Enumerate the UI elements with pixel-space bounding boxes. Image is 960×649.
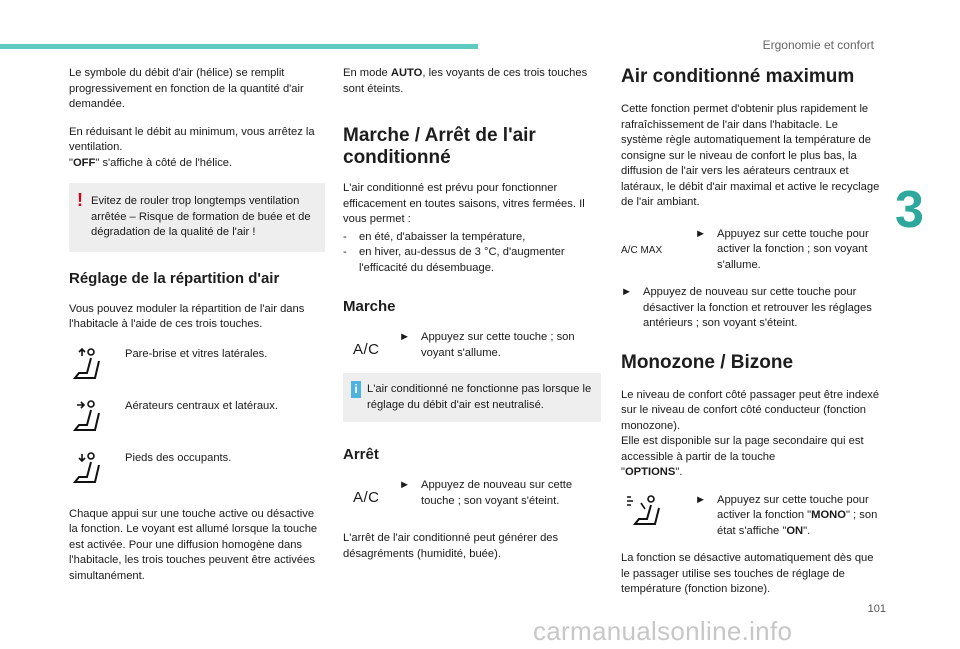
list-item: - en hiver, au-dessus de 3 °C, d'augmenter l'efficacité du désembuage. (343, 246, 565, 274)
step-marker-icon: ► (695, 493, 707, 506)
section-title: Réglage de la répartition d'air (69, 269, 280, 287)
chapter-number: 3 (895, 181, 924, 239)
step-text: ► Appuyez sur cette touche pour activer la fonction ; son voyant s'allume. (695, 227, 869, 271)
step-text: ► Appuyez sur cette touche ; son voyant s'allume. (399, 331, 575, 359)
feet-airflow-icon (69, 451, 125, 491)
paragraph: En mode AUTO, les voyants de ces trois touches sont éteints. (343, 67, 588, 95)
info-icon: i (351, 381, 361, 398)
info-text: L'air conditionné ne fonctionne pas lorsque le réglage du débit d'air est neutralisé. (367, 383, 592, 411)
subsection-title: Arrêt (343, 446, 379, 463)
mono-seat-icon (621, 493, 695, 533)
mono-step (621, 493, 881, 540)
ac-on-step (343, 330, 601, 361)
ac-off-step (343, 478, 601, 509)
section-header-title: Ergonomie et confort (762, 38, 874, 52)
ac-max-step (621, 227, 881, 274)
step-text: ► Appuyez de nouveau sur cette touche ; son voyant s'éteint. (399, 479, 573, 507)
step-marker-icon: ► (695, 227, 707, 240)
step-marker-icon: ► (621, 286, 633, 298)
paragraph: Le symbole du débit d'air (hélice) se remplit progressivement en fonction de la quantité d'air demandée. (69, 67, 304, 110)
section-title: Monozone / Bizone (621, 351, 794, 373)
list (343, 230, 601, 277)
watermark: carmanualsonline.info (533, 616, 793, 646)
paragraph: L'air conditionné est prévu pour fonctionner efficacement en toutes saisons, vitres fermées. Il vous permet : (343, 182, 585, 225)
column-left (69, 66, 325, 596)
distribution-item-feet: Pieds des occupants. (69, 451, 325, 503)
paragraph: Cette fonction permet d'obtenir plus rapidement le rafraîchissement de l'air dans l'habitacle. Le système règle automatiquement la température de consigne sur le niveau de confort le plus bas, la diffusion de l'air vers les aérateurs centraux et latéraux, le débit d'air maximal et active le recyclage de l'air ambiant. (621, 103, 880, 208)
step-marker-icon: ► (399, 331, 411, 343)
warning-box (69, 183, 325, 252)
distribution-item-vents: Aérateurs centraux et latéraux. (69, 399, 325, 451)
face-vents-airflow-icon (69, 399, 125, 439)
header-accent-bar (0, 44, 478, 49)
warning-text: Evitez de rouler trop longtemps ventilation arrêtée – Risque de formation de buée et de dégradation de la qualité de l'air ! (91, 195, 311, 238)
column-right (621, 66, 881, 610)
windscreen-airflow-icon (69, 347, 125, 387)
paragraph: La fonction se désactive automatiquement dès que le passager utilise ses touches de réglage de température (fonction bizone). (621, 552, 874, 595)
step-text: ► Appuyez sur cette touche pour activer la fonction "MONO" ; son état s'affiche "ON". (695, 493, 878, 537)
ac-max-button-icon: A/C MAX (621, 244, 663, 256)
ac-button-icon: A/C (353, 341, 380, 358)
info-box (343, 373, 601, 422)
section-title: Marche / Arrêt de l'air conditionné (343, 125, 536, 168)
list-item: - en été, d'abaisser la température, (343, 230, 526, 243)
paragraph: Vous pouvez moduler la répartition de l'air dans l'habitacle à l'aide de ces trois touches. (69, 302, 305, 330)
step-text: ► Appuyez de nouveau sur cette touche pour désactiver la fonction et retrouver les réglages antérieurs ; son voyant s'éteint. (621, 286, 872, 329)
paragraph: Le niveau de confort côté passager peut être indexé sur le niveau de confort côté conducteur (fonction monozone). Elle est disponible sur la page secondaire qui est accessible à partir de la touche "OPTIONS". (621, 388, 880, 478)
ac-button-icon: A/C (353, 489, 380, 506)
subsection-title: Marche (343, 298, 396, 315)
column-middle (343, 66, 601, 574)
paragraph: Chaque appui sur une touche active ou désactive la fonction. Le voyant est allumé lorsque la touche est activée. Pour une diffusion homogène dans l'habitacle, les trois touches peuvent être activées simultanément. (69, 507, 318, 582)
warning-icon: ! (77, 190, 83, 210)
paragraph: En réduisant le débit au minimum, vous arrêtez la ventilation. "OFF" s'affiche à côté de l'hélice. (69, 125, 315, 169)
distribution-item-windscreen: Pare-brise et vitres latérales. (69, 347, 325, 399)
section-title: Air conditionné maximum (621, 66, 855, 87)
page-number: 101 (867, 603, 886, 615)
step-marker-icon: ► (399, 479, 411, 491)
paragraph: L'arrêt de l'air conditionné peut générer des désagréments (humidité, buée). (343, 532, 559, 560)
